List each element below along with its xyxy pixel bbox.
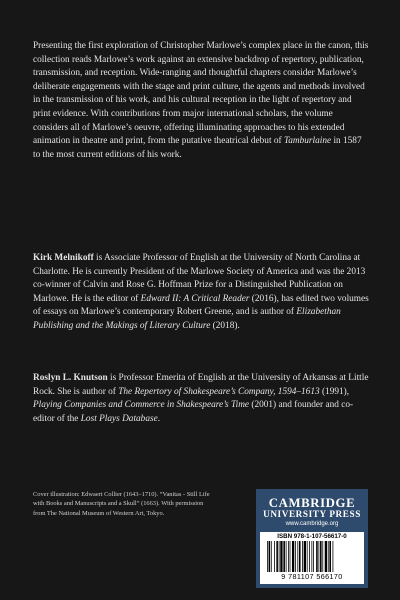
barcode-bar — [279, 541, 280, 572]
isbn-label: ISBN 978-1-107-56617-0 — [277, 533, 347, 540]
book-title: The Repertory of Shakespeare’s Company, 1594–1613 — [118, 386, 320, 397]
barcode-bar — [288, 541, 289, 572]
editor-bio-knutson — [33, 372, 369, 426]
barcode-bar — [325, 541, 327, 572]
barcode-bar — [274, 541, 275, 572]
editor-name: Kirk Melnikoff — [33, 253, 94, 263]
barcode-icon — [267, 541, 357, 572]
barcode-bar — [329, 541, 331, 572]
barcode-bar — [269, 541, 271, 572]
barcode-bar — [307, 541, 308, 572]
bio-text: (2018). — [210, 320, 240, 331]
barcode-bar — [290, 541, 291, 572]
barcode-bar — [276, 541, 278, 572]
barcode-bar — [297, 541, 298, 572]
barcode-bar — [320, 541, 322, 572]
bio-text: (1991), — [319, 386, 350, 397]
barcode-bar — [304, 541, 306, 572]
bio-text: is Associate Professor of English at the University of North Carolina at Charlotte. He is currently President of the Marlowe Society of America and was the 2013 co-winner of Calvin and Rose G. Hoffman Prize for a Distinguished Publication on Marlowe. He is the editor of — [33, 253, 366, 304]
barcode-bar — [309, 541, 310, 572]
barcode-bar — [333, 541, 334, 572]
publisher-subname: UNIVERSITY PRESS — [263, 509, 361, 519]
description-text-end: in 1587 to the most current editions of his work. — [33, 136, 362, 160]
book-title: Edward II: A Critical Reader — [140, 293, 250, 304]
barcode-bar — [328, 541, 329, 572]
book-description — [33, 40, 369, 162]
cover-illustration-credit: Cover illustration: Edwaert Collier (1643–1710). “Vanitas - Still Life with Books and Manuscripts and a Skull” (1663). With permission from The National Museum of Western Art, Tokyo. — [33, 491, 210, 517]
editor-bio-melnikoff — [33, 252, 369, 334]
bio-text: . — [157, 413, 161, 424]
description-italic-title: Tamburlaine — [283, 136, 332, 147]
book-title: Lost Plays Database — [80, 413, 158, 424]
barcode-panel — [260, 532, 364, 584]
description-text: Presenting the first exploration of Christopher Marlowe’s complex place in the canon, this collection reads Marlowe’s work against an extensive backdrop of repertory, publication, transmission, and reception. Wide-ranging and thoughtful chapters consider Marlowe’s deliberate engagements with the stage and print culture, the agents and methods involved in the transmission of his work, and his cultural reception in the light of repertory and print evidence. With contributions from major international scholars, the volume considers all of Marlowe’s oeuvre, offering illuminating approaches to his extended animation in theatre and print, from the putative theatrical debut of — [33, 41, 369, 147]
barcode-bar — [280, 541, 282, 572]
barcode-bar — [271, 541, 272, 572]
barcode-bar — [318, 541, 319, 572]
barcode-bar — [316, 541, 318, 572]
barcode-bar — [292, 541, 294, 572]
barcode-bar — [302, 541, 303, 572]
barcode-bar — [311, 541, 312, 572]
book-title: Playing Companies and Commerce in Shakespeare’s Time — [33, 400, 250, 411]
publisher-url: www.cambridge.org — [285, 521, 339, 527]
barcode-bar — [299, 541, 301, 572]
barcode-bar — [313, 541, 314, 572]
barcode-bar — [322, 541, 323, 572]
book-title: Elizabethan Publishing and the Makings of Literary Culture — [33, 307, 341, 331]
barcode-bar — [295, 541, 296, 572]
barcode-bar — [267, 541, 268, 572]
editor-name: Roslyn L. Knutson — [33, 373, 108, 383]
bio-text: (2016), has edited two volumes of essays on Marlowe’s contemporary Robert Greene, and is author of — [33, 293, 369, 318]
publisher-panel — [256, 489, 368, 588]
bio-text: (2001) and founder and co-editor of the — [33, 400, 354, 424]
barcode-bar — [283, 541, 285, 572]
barcode-digits: 9 781107 566170 — [281, 572, 343, 581]
publisher-name: CAMBRIDGE — [268, 496, 356, 510]
bio-text: is Professor Emerita of English at the University of Arkansas at Little Rock. She is author of — [33, 373, 369, 397]
barcode-bar — [286, 541, 287, 572]
